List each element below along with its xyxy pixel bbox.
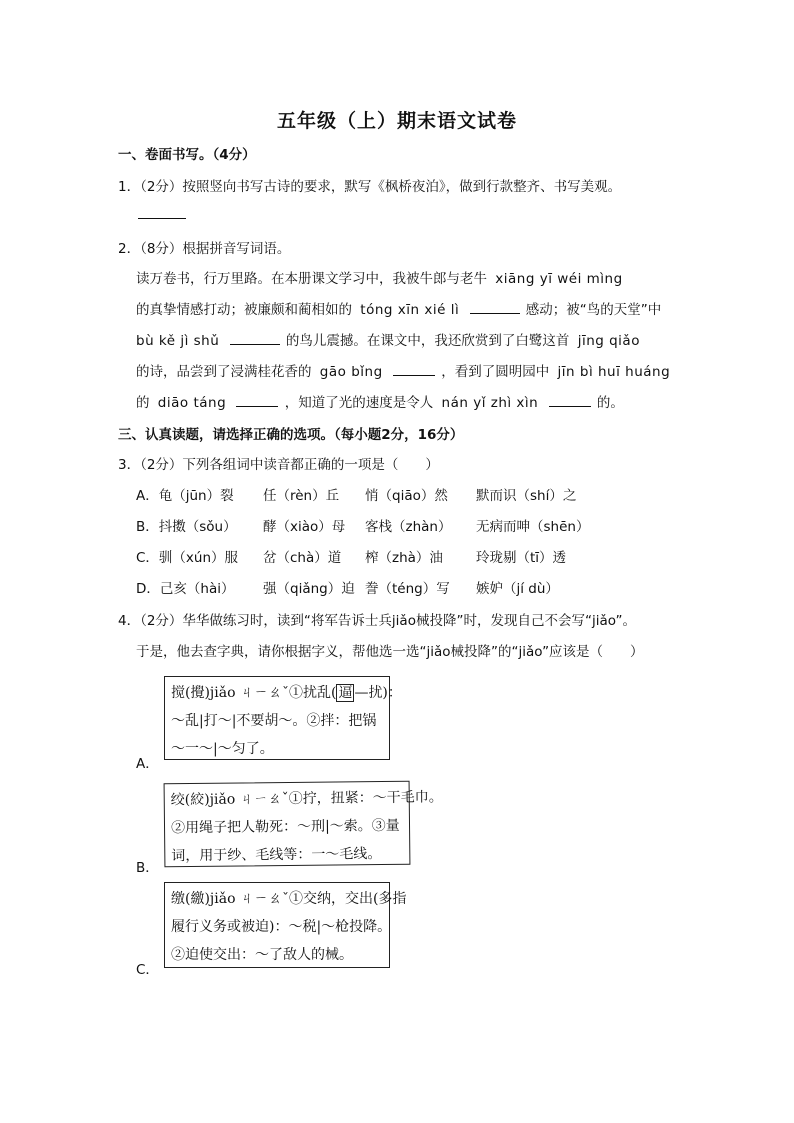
question-2-heading: 2．（8分）根据拼音写词语。 [118, 241, 291, 257]
q2-line-1 [136, 270, 627, 288]
question-4-line-2: 于是，他去查字典，请你根据字义，帮他选一选“jiǎo械投降”的“jiǎo”应该是（ ） [136, 644, 644, 660]
option-word: 无病而呻（shēn） [476, 519, 590, 535]
q2-line-3 [136, 332, 644, 350]
q2-text: 的 [136, 395, 150, 411]
pinyin-prompt: bù kě jì shǔ [136, 333, 220, 349]
q4-option-a-label[interactable]: A． [136, 756, 159, 772]
option-word: 岔（chà）道 [263, 550, 342, 566]
q3-option-b[interactable] [136, 518, 589, 536]
option-word: 强（qiǎng）迫 [263, 581, 355, 597]
entry-row: ②用绳子把人勒死：～刑|～索。③量 [170, 817, 400, 837]
q2-line-2 [136, 301, 661, 319]
pinyin-prompt: xiāng yī wéi mìng [495, 271, 623, 287]
pinyin-prompt: jīn bì huī huáng [557, 364, 671, 380]
pinyin-prompt: diāo táng [157, 395, 227, 411]
q2-text: 的。 [596, 395, 624, 411]
entry-row: 绞(絞)jiǎo ㄐㄧㄠˇ①拧，扭紧：～干毛巾。 [170, 789, 443, 809]
answer-blank[interactable] [230, 332, 280, 345]
pinyin-prompt: nán yǐ zhì xìn [441, 395, 539, 411]
entry-row: 搅(攪)jiǎo ㄐㄧㄠˇ①扰乱( 逼 —扰)： [171, 685, 402, 701]
entry-row: ～一～|～匀了。 [171, 741, 274, 757]
option-word: 嫉妒（jí dù） [476, 581, 559, 597]
q2-text: 读万卷书，行万里路。在本册课文学习中，我被牛郎与老牛 [136, 271, 487, 287]
q3-option-c[interactable] [136, 549, 566, 567]
answer-blank[interactable] [549, 394, 591, 407]
entry-row: 履行义务或被迫)：～税|～枪投降。 [171, 919, 392, 935]
option-word: A．龟（jūn）裂 [136, 488, 234, 504]
q2-text: 感动；被“鸟的天堂”中 [525, 302, 662, 318]
pinyin-prompt: gāo bǐng [319, 364, 383, 380]
answer-blank[interactable] [470, 301, 520, 314]
q2-text: ，知道了光的速度是令人 [284, 395, 434, 411]
pinyin-prompt: tóng xīn xié lì [360, 302, 460, 318]
question-4-line-1: 4．（2分）华华做练习时，读到“将军告诉士兵jiǎo械投降”时，发现自己不会写“jiǎo”。 [118, 613, 636, 629]
q2-text: 的真挚情感打动；被廉颇和蔺相如的 [136, 302, 352, 318]
q2-text: 的诗，品尝到了浸满桂花香的 [136, 364, 312, 380]
option-word: D．己亥（hài） [136, 581, 235, 597]
q3-option-d[interactable] [136, 580, 559, 598]
option-word: 悄（qiāo）然 [365, 488, 448, 504]
q3-option-a[interactable] [136, 487, 576, 505]
option-word: 酵（xiào）母 [263, 519, 346, 535]
option-word: 客栈（zhàn） [365, 519, 452, 535]
q2-line-4 [136, 363, 674, 381]
q4-option-c-label[interactable]: C． [136, 962, 159, 978]
entry-row: ②迫使交出：～了敌人的械。 [171, 947, 353, 963]
dictionary-entry-b[interactable] [164, 781, 443, 868]
boxed-character: 逼 [338, 685, 353, 701]
option-word: 默而识（shí）之 [476, 488, 577, 504]
question-1: 1．（2分）按照竖向书写古诗的要求，默写《枫桥夜泊》，做到行款整齐、书写美观。 [118, 179, 622, 195]
section-heading-3: 三、认真读题，请选择正确的选项。（每小题2分，16分） [118, 427, 464, 443]
answer-blank[interactable] [393, 363, 435, 376]
question-3-heading: 3．（2分）下列各组词中读音都正确的一项是（ ） [118, 457, 439, 473]
entry-row: 缴(繳)jiǎo ㄐㄧㄠˇ①交纳，交出(多指 [171, 891, 407, 907]
option-word: 榨（zhà）油 [365, 550, 443, 566]
option-word: C．驯（xún）服 [136, 550, 239, 566]
q4-option-b-label[interactable]: B． [136, 860, 159, 876]
option-word: B．抖擞（sǒu） [136, 519, 237, 535]
dictionary-entry-c[interactable] [164, 882, 407, 968]
dictionary-entry-a[interactable] [164, 676, 402, 760]
option-word: 誊（téng）写 [365, 581, 450, 597]
q2-text: ，看到了圆明园中 [441, 364, 550, 380]
entry-row: ～乱|打～|不要胡～。②拌：把锅 [171, 713, 377, 729]
answer-blank[interactable] [236, 394, 278, 407]
section-heading-1: 一、卷面书写。（4分） [118, 147, 256, 163]
q2-text: 的鸟儿震撼。在课文中，我还欣赏到了白鹭这首 [285, 333, 570, 349]
q2-line-5 [136, 394, 624, 412]
option-word: 玲珑剔（tī）透 [476, 550, 567, 566]
q1-answer-blank[interactable] [136, 206, 188, 224]
page-title: 五年级（上）期末语文试卷 [276, 110, 517, 132]
pinyin-prompt: jīng qiǎo [577, 333, 640, 349]
entry-row: 词，用于纱、毛线等：一～毛线。 [171, 846, 382, 865]
option-word: 任（rèn）丘 [263, 488, 340, 504]
